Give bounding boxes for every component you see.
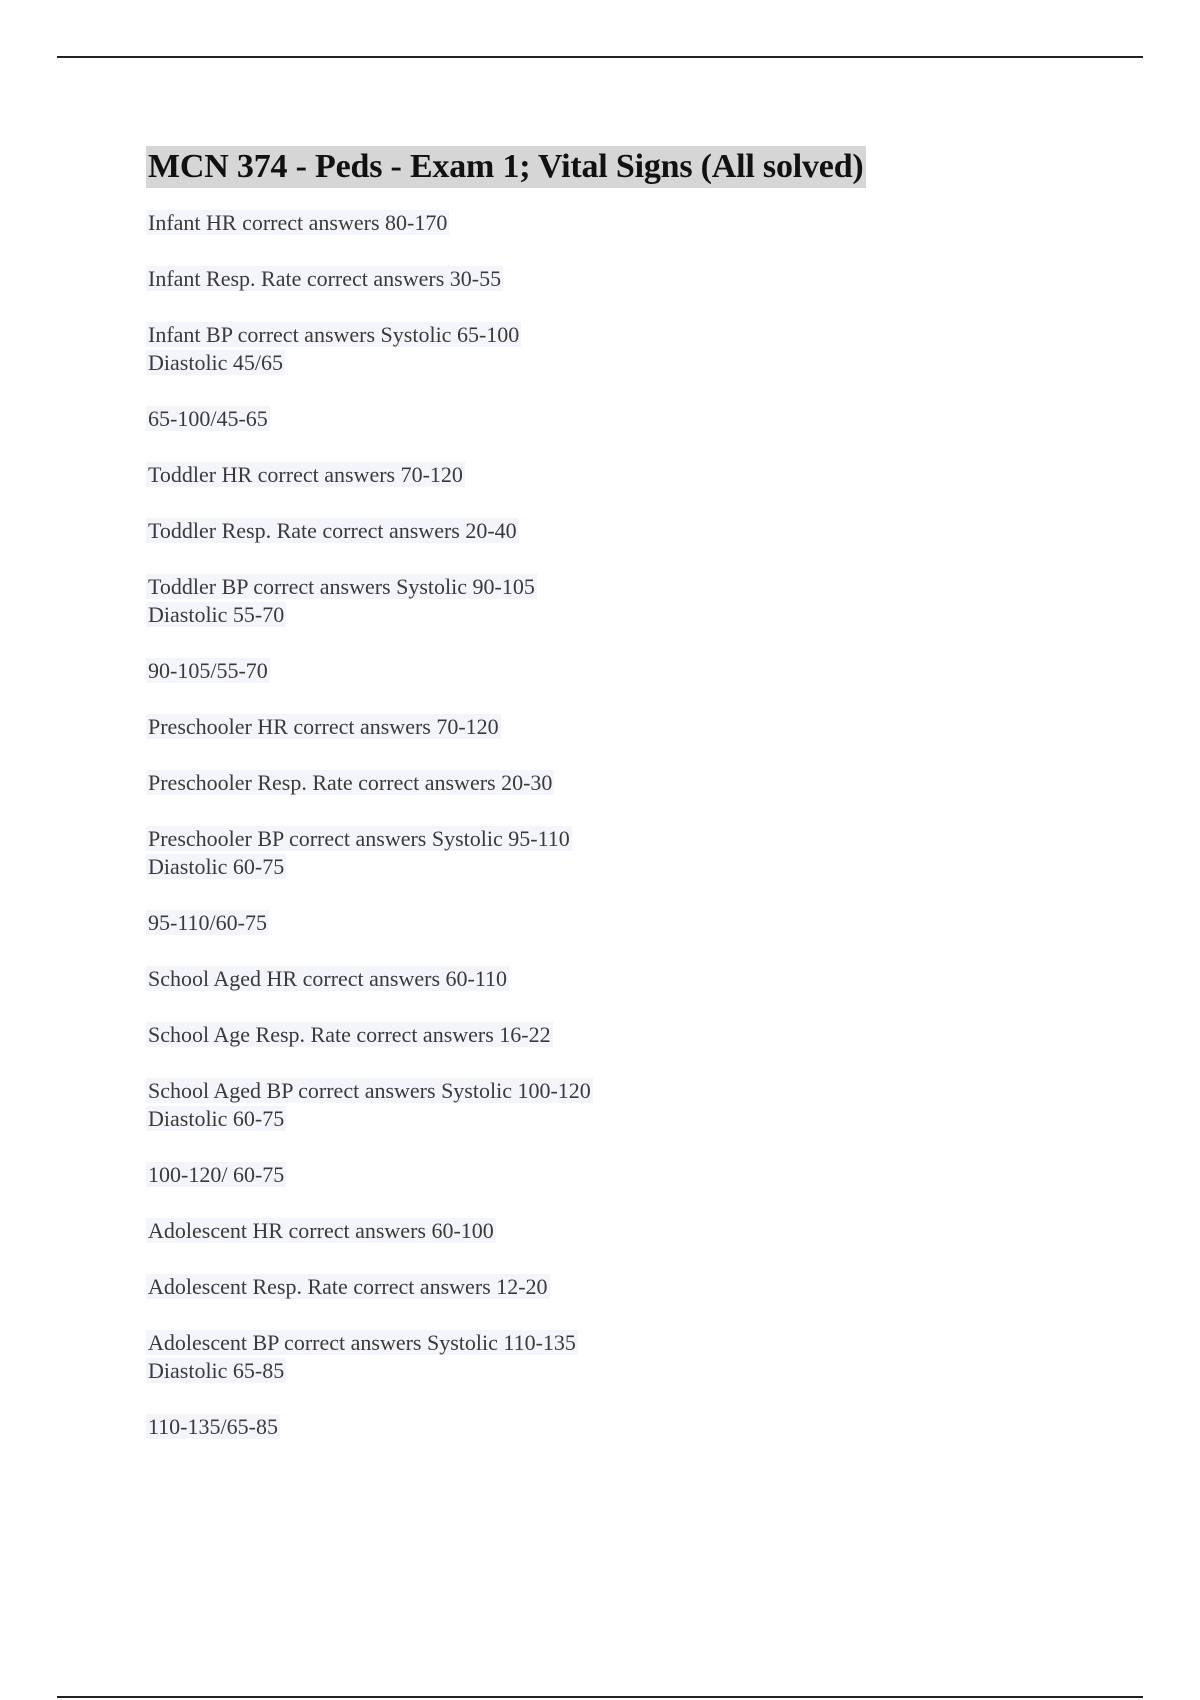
qa-item bbox=[146, 1161, 1106, 1189]
qa-line: Toddler Resp. Rate correct answers 20-40 bbox=[148, 518, 517, 543]
qa-item bbox=[146, 769, 1106, 797]
qa-line: Diastolic 60-75 bbox=[148, 1106, 285, 1131]
qa-line: Toddler BP correct answers Systolic 90-105 bbox=[148, 574, 535, 599]
document-title: MCN 374 - Peds - Exam 1; Vital Signs (All solved) bbox=[146, 146, 866, 188]
qa-line: School Aged HR correct answers 60-110 bbox=[148, 966, 508, 991]
qa-list bbox=[146, 209, 1106, 1441]
qa-line: Adolescent BP correct answers Systolic 110-135 bbox=[148, 1330, 576, 1355]
qa-item bbox=[146, 713, 1106, 741]
qa-item bbox=[146, 573, 1106, 629]
qa-line: Adolescent HR correct answers 60-100 bbox=[148, 1218, 494, 1243]
qa-line: Infant Resp. Rate correct answers 30-55 bbox=[148, 266, 502, 291]
qa-item bbox=[146, 1329, 1106, 1385]
qa-item bbox=[146, 825, 1106, 881]
qa-line: Preschooler Resp. Rate correct answers 20-30 bbox=[148, 770, 553, 795]
qa-line: School Aged BP correct answers Systolic 100-120 bbox=[148, 1078, 591, 1103]
qa-line: 100-120/ 60-75 bbox=[148, 1162, 285, 1187]
qa-line: Infant BP correct answers Systolic 65-100 bbox=[148, 322, 520, 347]
qa-item bbox=[146, 321, 1106, 377]
qa-line: Diastolic 65-85 bbox=[148, 1358, 285, 1383]
qa-line: 110-135/65-85 bbox=[148, 1414, 278, 1439]
qa-line: Toddler HR correct answers 70-120 bbox=[148, 462, 463, 487]
qa-item bbox=[146, 461, 1106, 489]
qa-line: 90-105/55-70 bbox=[148, 658, 268, 683]
qa-line: Infant HR correct answers 80-170 bbox=[148, 210, 448, 235]
qa-item bbox=[146, 1413, 1106, 1441]
qa-item bbox=[146, 405, 1106, 433]
document-body bbox=[146, 146, 1106, 1441]
qa-line: Diastolic 45/65 bbox=[148, 350, 284, 375]
qa-line: School Age Resp. Rate correct answers 16-22 bbox=[148, 1022, 551, 1047]
qa-item bbox=[146, 209, 1106, 237]
qa-item bbox=[146, 1077, 1106, 1133]
qa-item bbox=[146, 657, 1106, 685]
qa-line: Diastolic 55-70 bbox=[148, 602, 285, 627]
qa-item bbox=[146, 965, 1106, 993]
qa-line: Preschooler BP correct answers Systolic 95-110 bbox=[148, 826, 570, 851]
qa-item bbox=[146, 1273, 1106, 1301]
page-top-rule bbox=[57, 56, 1143, 58]
qa-line: Diastolic 60-75 bbox=[148, 854, 285, 879]
page-bottom-rule bbox=[57, 1696, 1143, 1698]
qa-item bbox=[146, 909, 1106, 937]
qa-item bbox=[146, 265, 1106, 293]
qa-line: 95-110/60-75 bbox=[148, 910, 267, 935]
qa-item bbox=[146, 1021, 1106, 1049]
qa-line: 65-100/45-65 bbox=[148, 406, 268, 431]
qa-line: Preschooler HR correct answers 70-120 bbox=[148, 714, 499, 739]
qa-item bbox=[146, 517, 1106, 545]
qa-line: Adolescent Resp. Rate correct answers 12-20 bbox=[148, 1274, 548, 1299]
qa-item bbox=[146, 1217, 1106, 1245]
